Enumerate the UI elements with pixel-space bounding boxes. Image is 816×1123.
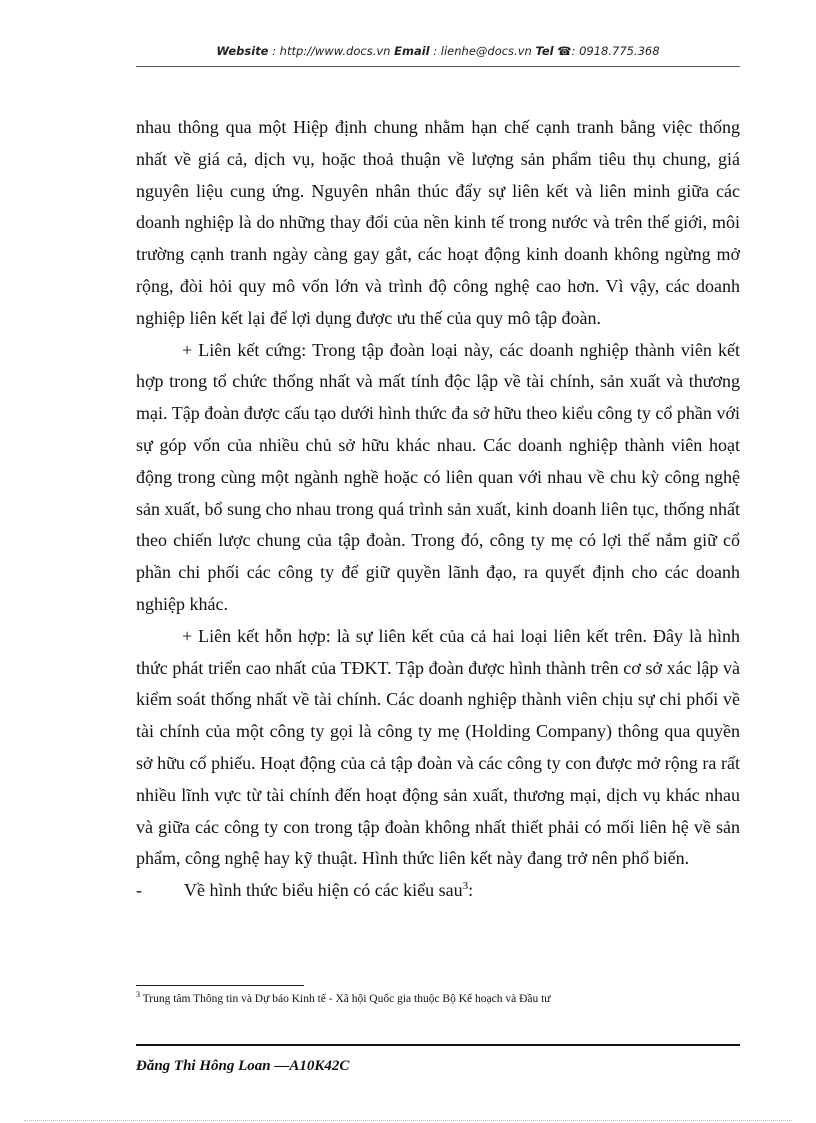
dash-item-text <box>184 875 740 907</box>
dash-bullet: - <box>136 880 142 901</box>
footnote <box>136 990 740 1005</box>
header-divider <box>136 66 740 67</box>
dash-item-content: Về hình thức biểu hiện có các kiểu sau <box>184 880 463 901</box>
page-header <box>136 44 740 58</box>
page-bottom-border <box>24 1120 792 1121</box>
footnote-separator <box>136 985 304 986</box>
footnote-text: Trung tâm Thông tin và Dự báo Kinh tế - Xã hội Quốc gia thuộc Bộ Kế hoạch và Đầu tư <box>140 993 551 1005</box>
paragraph-lien-ket-hon-hop: + Liên kết hỗn hợp: là sự liên kết của cả hai loại liên kết trên. Đây là hình thức phát triển cao nhất của TĐKT. Tập đoàn được hình thành trên cơ sở xác lập và kiểm soát thống nhất về tài chính. Các doanh nghiệp thành viên chịu sự chi phối về tài chính của một công ty gọi là công ty mẹ (Holding Company) thông qua quyền sở hữu cổ phiếu. Hoạt động của cả tập đoàn và các công ty con được mở rộng ra rất nhiều lĩnh vực từ tài chính đến hoạt động sản xuất, thương mại, dịch vụ khác nhau và giữa các công ty con trong tập đoàn không nhất thiết phải có mối liên hệ về sản phẩm, công nghệ hay kỹ thuật. Hình thức liên kết này đang trở nên phổ biến. <box>136 625 740 869</box>
tel-label: Tel <box>535 44 554 58</box>
website-label: Website <box>216 44 269 58</box>
dash-item-colon: : <box>468 880 474 901</box>
email-label: Email <box>394 44 430 58</box>
paragraph-lien-ket-cung: + Liên kết cứng: Trong tập đoàn loại này, các doanh nghiệp thành viên kết hợp trong tổ chức thống nhất và mất tính độc lập về tài chính, sản xuất và thương mại. Tập đoàn được cấu tạo dưới hình thức đa sở hữu theo kiểu công ty cổ phần với sự góp vốn của nhiều chủ sở hữu khác nhau. Các doanh nghiệp thành viên hoạt động trong cùng một ngành nghề hoặc có liên quan với nhau về chu kỳ công nghệ sản xuất, bổ sung cho nhau trong quá trình sản xuất, kinh doanh liên tục, thống nhất theo chiến lược chung của tập đoàn. Trong đó, công ty mẹ có lợi thế nắm giữ cổ phần chi phối các công ty để giữ quyền lãnh đạo, ra quyết định cho các doanh nghiệp khác. <box>136 339 740 614</box>
body-text <box>136 112 740 907</box>
page-footer-author: Đăng Thi Hông Loan —A10K42C <box>136 1058 350 1074</box>
paragraph-1: nhau thông qua một Hiệp định chung nhằm hạn chế cạnh tranh bằng việc thống nhất về giá cả, dịch vụ, hoặc thoả thuận về lượng sản phẩm tiêu thụ chung, giá nguyên liệu cung ứng. Nguyên nhân thúc đẩy sự liên kết và liên minh giữa các doanh nghiệp là do những thay đổi của nền kinh tế trong nước và trên thế giới, môi trường cạnh tranh ngày càng gay gắt, các hoạt động kinh doanh không ngừng mở rộng, đòi hỏi quy mô vốn lớn và trình độ công nghệ cao hơn. Vì vậy, các doanh nghiệp liên kết lại để lợi dụng được ưu thế của quy mô tập đoàn. <box>136 117 740 328</box>
phone-icon: ☎ <box>557 44 572 58</box>
email-address: : lienhe@docs.vn <box>429 44 536 58</box>
footnote-reference[interactable]: 3 <box>462 880 469 893</box>
phone-number: : 0918.775.368 <box>571 44 660 58</box>
footer-divider <box>136 1044 740 1046</box>
website-url: : http://www.docs.vn <box>268 44 395 58</box>
footnote-number: 3 <box>136 990 140 1000</box>
dash-list-item <box>136 875 740 907</box>
